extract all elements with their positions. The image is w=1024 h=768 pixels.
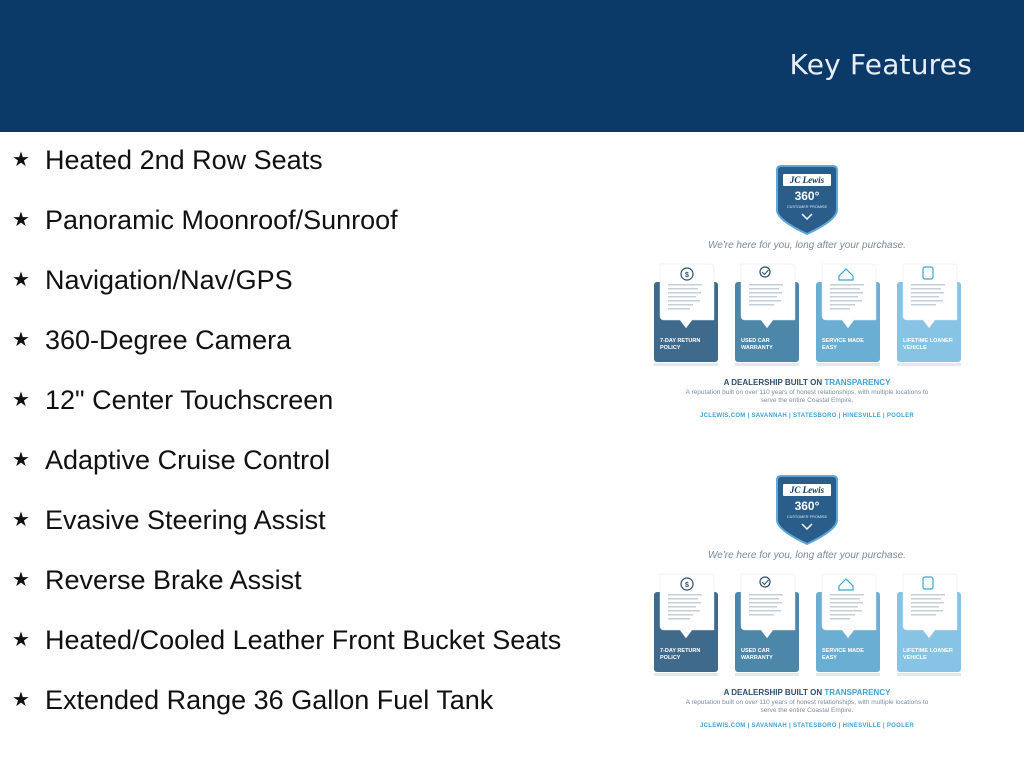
feature-item <box>12 563 572 597</box>
promise-cards <box>650 260 964 375</box>
logo-brand: JC Lewis <box>789 175 825 185</box>
star-icon: ★ <box>12 629 30 651</box>
star-icon: ★ <box>12 149 30 171</box>
feature-text: 360-Degree Camera <box>45 325 292 355</box>
feature-item <box>12 383 572 417</box>
feature-text: Navigation/Nav/GPS <box>45 265 293 295</box>
card-label: LIFETIME LOANER VEHICLE <box>903 338 953 351</box>
feature-list <box>12 143 572 717</box>
page-title: Key Features <box>789 48 972 81</box>
customer-promise-graphic <box>650 160 964 430</box>
promo-tagline: We're here for you, long after your purchase. <box>708 240 906 251</box>
dealership-tagline <box>650 378 964 387</box>
card-label: SERVICE MADE EASY <box>822 338 864 351</box>
promise-logo <box>650 470 964 550</box>
star-icon: ★ <box>12 449 30 471</box>
customer-promise-graphic <box>650 470 964 740</box>
feature-text: 12" Center Touchscreen <box>45 385 334 415</box>
svg-text:$: $ <box>685 272 689 279</box>
star-icon: ★ <box>12 569 30 591</box>
card-label: USED CAR WARRANTY <box>741 338 773 351</box>
locations-text: JCLEWIS.COM | SAVANNAH | STATESBORO | HINESVILLE | POOLER <box>699 723 915 729</box>
star-icon: ★ <box>12 689 30 711</box>
card-label: 7-DAY RETURN POLICY <box>660 338 701 351</box>
feature-item <box>12 683 572 717</box>
reputation-text: A reputation built on over 110 years of honest relationships, with multiple locations to serve the entire Coastal Empire. <box>685 699 929 714</box>
card-label: LIFETIME LOANER VEHICLE <box>903 648 953 661</box>
feature-text: Extended Range 36 Gallon Fuel Tank <box>45 685 494 715</box>
feature-item <box>12 623 572 657</box>
dealership-tagline <box>650 688 964 697</box>
card-label: USED CAR WARRANTY <box>741 648 773 661</box>
dealership-prefix: A DEALERSHIP BUILT ON <box>723 688 825 697</box>
star-icon: ★ <box>12 509 30 531</box>
star-icon: ★ <box>12 269 30 291</box>
star-icon: ★ <box>12 389 30 411</box>
feature-item <box>12 263 572 297</box>
reputation-text: A reputation built on over 110 years of honest relationships, with multiple locations to serve the entire Coastal Empire. <box>685 389 929 404</box>
feature-text: Adaptive Cruise Control <box>45 445 331 475</box>
logo-sub: CUSTOMER PROMISE <box>786 205 828 209</box>
locations-text: JCLEWIS.COM | SAVANNAH | STATESBORO | HINESVILLE | POOLER <box>699 413 915 419</box>
logo-number: 360° <box>794 499 820 513</box>
feature-text: Heated/Cooled Leather Front Bucket Seats <box>45 625 562 655</box>
promise-cards <box>650 570 964 685</box>
feature-item <box>12 443 572 477</box>
promo-tagline: We're here for you, long after your purchase. <box>708 550 906 561</box>
card-label: 7-DAY RETURN POLICY <box>660 648 701 661</box>
dealership-prefix: A DEALERSHIP BUILT ON <box>723 378 825 387</box>
promise-logo <box>650 160 964 240</box>
svg-text:$: $ <box>685 582 689 589</box>
feature-item <box>12 203 572 237</box>
feature-text: Evasive Steering Assist <box>45 505 326 535</box>
logo-number: 360° <box>794 189 820 203</box>
feature-item <box>12 143 572 177</box>
dealership-accent: TRANSPARENCY <box>824 688 891 697</box>
feature-item <box>12 503 572 537</box>
logo-sub: CUSTOMER PROMISE <box>786 515 828 519</box>
card-label: SERVICE MADE EASY <box>822 648 864 661</box>
dealership-accent: TRANSPARENCY <box>824 378 891 387</box>
feature-text: Panoramic Moonroof/Sunroof <box>45 205 398 235</box>
star-icon: ★ <box>12 329 30 351</box>
logo-brand: JC Lewis <box>789 485 825 495</box>
feature-text: Heated 2nd Row Seats <box>45 145 323 175</box>
star-icon: ★ <box>12 209 30 231</box>
feature-item <box>12 323 572 357</box>
feature-text: Reverse Brake Assist <box>45 565 302 595</box>
header-banner <box>0 0 1024 132</box>
